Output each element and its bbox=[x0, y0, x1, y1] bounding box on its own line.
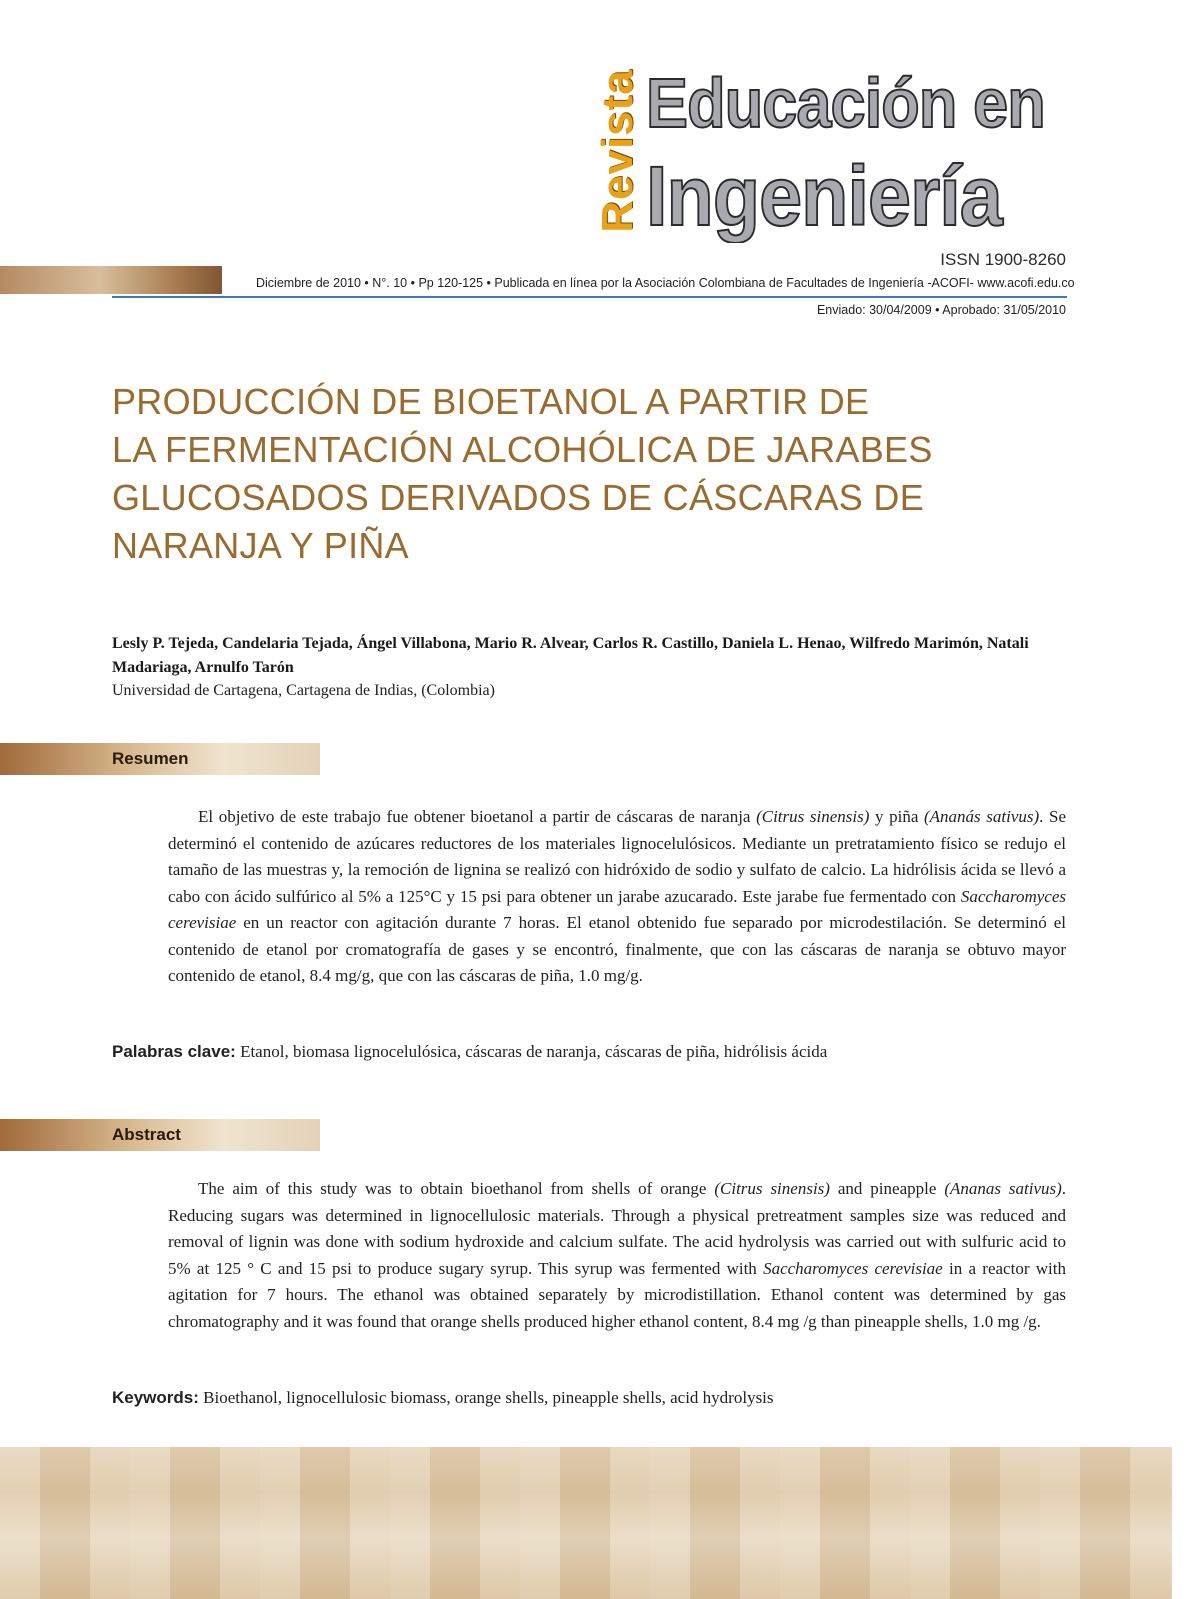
header-divider bbox=[112, 296, 1067, 298]
abstract-heading-bar bbox=[0, 1119, 320, 1151]
authors: Lesly P. Tejeda, Candelaria Tejada, Ángel Villabona, Mario R. Alvear, Carlos R. Castillo, Daniela L. Henao, Wilfredo Marimón, Natali Madariaga, Arnulfo Tarón bbox=[112, 635, 1029, 676]
palabras-clave-label: Palabras clave: bbox=[112, 1042, 236, 1061]
logo-line-2: Ingeniería bbox=[646, 149, 1002, 243]
affiliation: Universidad de Cartagena, Cartagena de Indias, (Colombia) bbox=[112, 682, 495, 699]
journal-logo bbox=[592, 60, 1070, 250]
header-decoration bbox=[0, 266, 222, 294]
submission-dates: Enviado: 30/04/2009 • Aprobado: 31/05/2010 bbox=[816, 303, 1066, 317]
resumen-heading: Resumen bbox=[112, 749, 189, 768]
title-line: PRODUCCIÓN DE BIOETANOL A PARTIR DE bbox=[112, 381, 870, 422]
paper-title bbox=[112, 378, 1062, 570]
abstract-paragraph: The aim of this study was to obtain bioethanol from shells of orange (Citrus sinensis) and pineapple (Ananas sativus). Reducing sugars was determined in lignocellulosic materials. Through a physical pretreatment samples size was reduced and removal of lignin was done with sodium hydroxide and calcium sulfate. The acid hydrolysis was carried out with sulfuric acid to 5% at 125 ° C and 15 psi to produce sugary syrup. This syrup was fermented with Saccharomyces cerevisiae in a reactor with agitation for 7 hours. The ethanol was obtained separately by microdistillation. Ethanol content was determined by gas chromatography and it was found that orange shells produced higher ethanol content, 8.4 mg /g than pineapple shells, 1.0 mg /g. bbox=[168, 1179, 1067, 1331]
keywords-label: Keywords: bbox=[112, 1388, 199, 1407]
keywords bbox=[112, 1388, 774, 1408]
title-line: GLUCOSADOS DERIVADOS DE CÁSCARAS DE bbox=[112, 477, 925, 518]
resumen-heading-bar bbox=[0, 743, 320, 775]
logo-line-1: Educación en bbox=[646, 64, 1045, 142]
palabras-clave bbox=[112, 1042, 827, 1062]
publication-info: Diciembre de 2010 • N°. 10 • Pp 120-125 • Publicada en línea por la Asociación Colombiana de Facultades de Ingeniería -ACOFI- www.acofi.edu.co bbox=[256, 276, 1075, 290]
title-line: NARANJA Y PIÑA bbox=[112, 525, 409, 566]
resumen-paragraph: El objetivo de este trabajo fue obtener bioetanol a partir de cáscaras de naranja (Citrus sinensis) y piña (Ananás sativus). Se determinó el contenido de azúcares reductores de los materiales lignocelulósicos. Mediante un pretratamiento físico se redujo el tamaño de las muestras y, la remoción de lignina se realizó con hidróxido de sodio y sulfato de calcio. La hidrólisis ácida se llevó a cabo con ácido sulfúrico al 5% a 125°C y 15 psi para obtener un jarabe azucarado. Este jarabe fue fermentado con Saccharomyces cerevisiae en un reactor con agitación durante 7 horas. El etanol obtenido fue separado por microdestilación. Se determinó el contenido de etanol por cromatografía de gases y se encontró, finalmente, que con las cáscaras de naranja se obtuvo mayor contenido de etanol, 8.4 mg/g, que con las cáscaras de piña, 1.0 mg/g. bbox=[168, 807, 1067, 985]
logo-vertical-text: Revista bbox=[593, 69, 642, 233]
footer-decoration bbox=[0, 1447, 1172, 1599]
issn: ISSN 1900-8260 bbox=[940, 250, 1066, 269]
palabras-clave-text: Etanol, biomasa lignocelulósica, cáscaras de naranja, cáscaras de piña, hidrólisis ácida bbox=[235, 1042, 828, 1061]
abstract-heading: Abstract bbox=[112, 1125, 181, 1144]
keywords-text: Bioethanol, lignocellulosic biomass, orange shells, pineapple shells, acid hydrolysis bbox=[198, 1388, 774, 1407]
title-line: LA FERMENTACIÓN ALCOHÓLICA DE JARABES bbox=[112, 429, 933, 470]
